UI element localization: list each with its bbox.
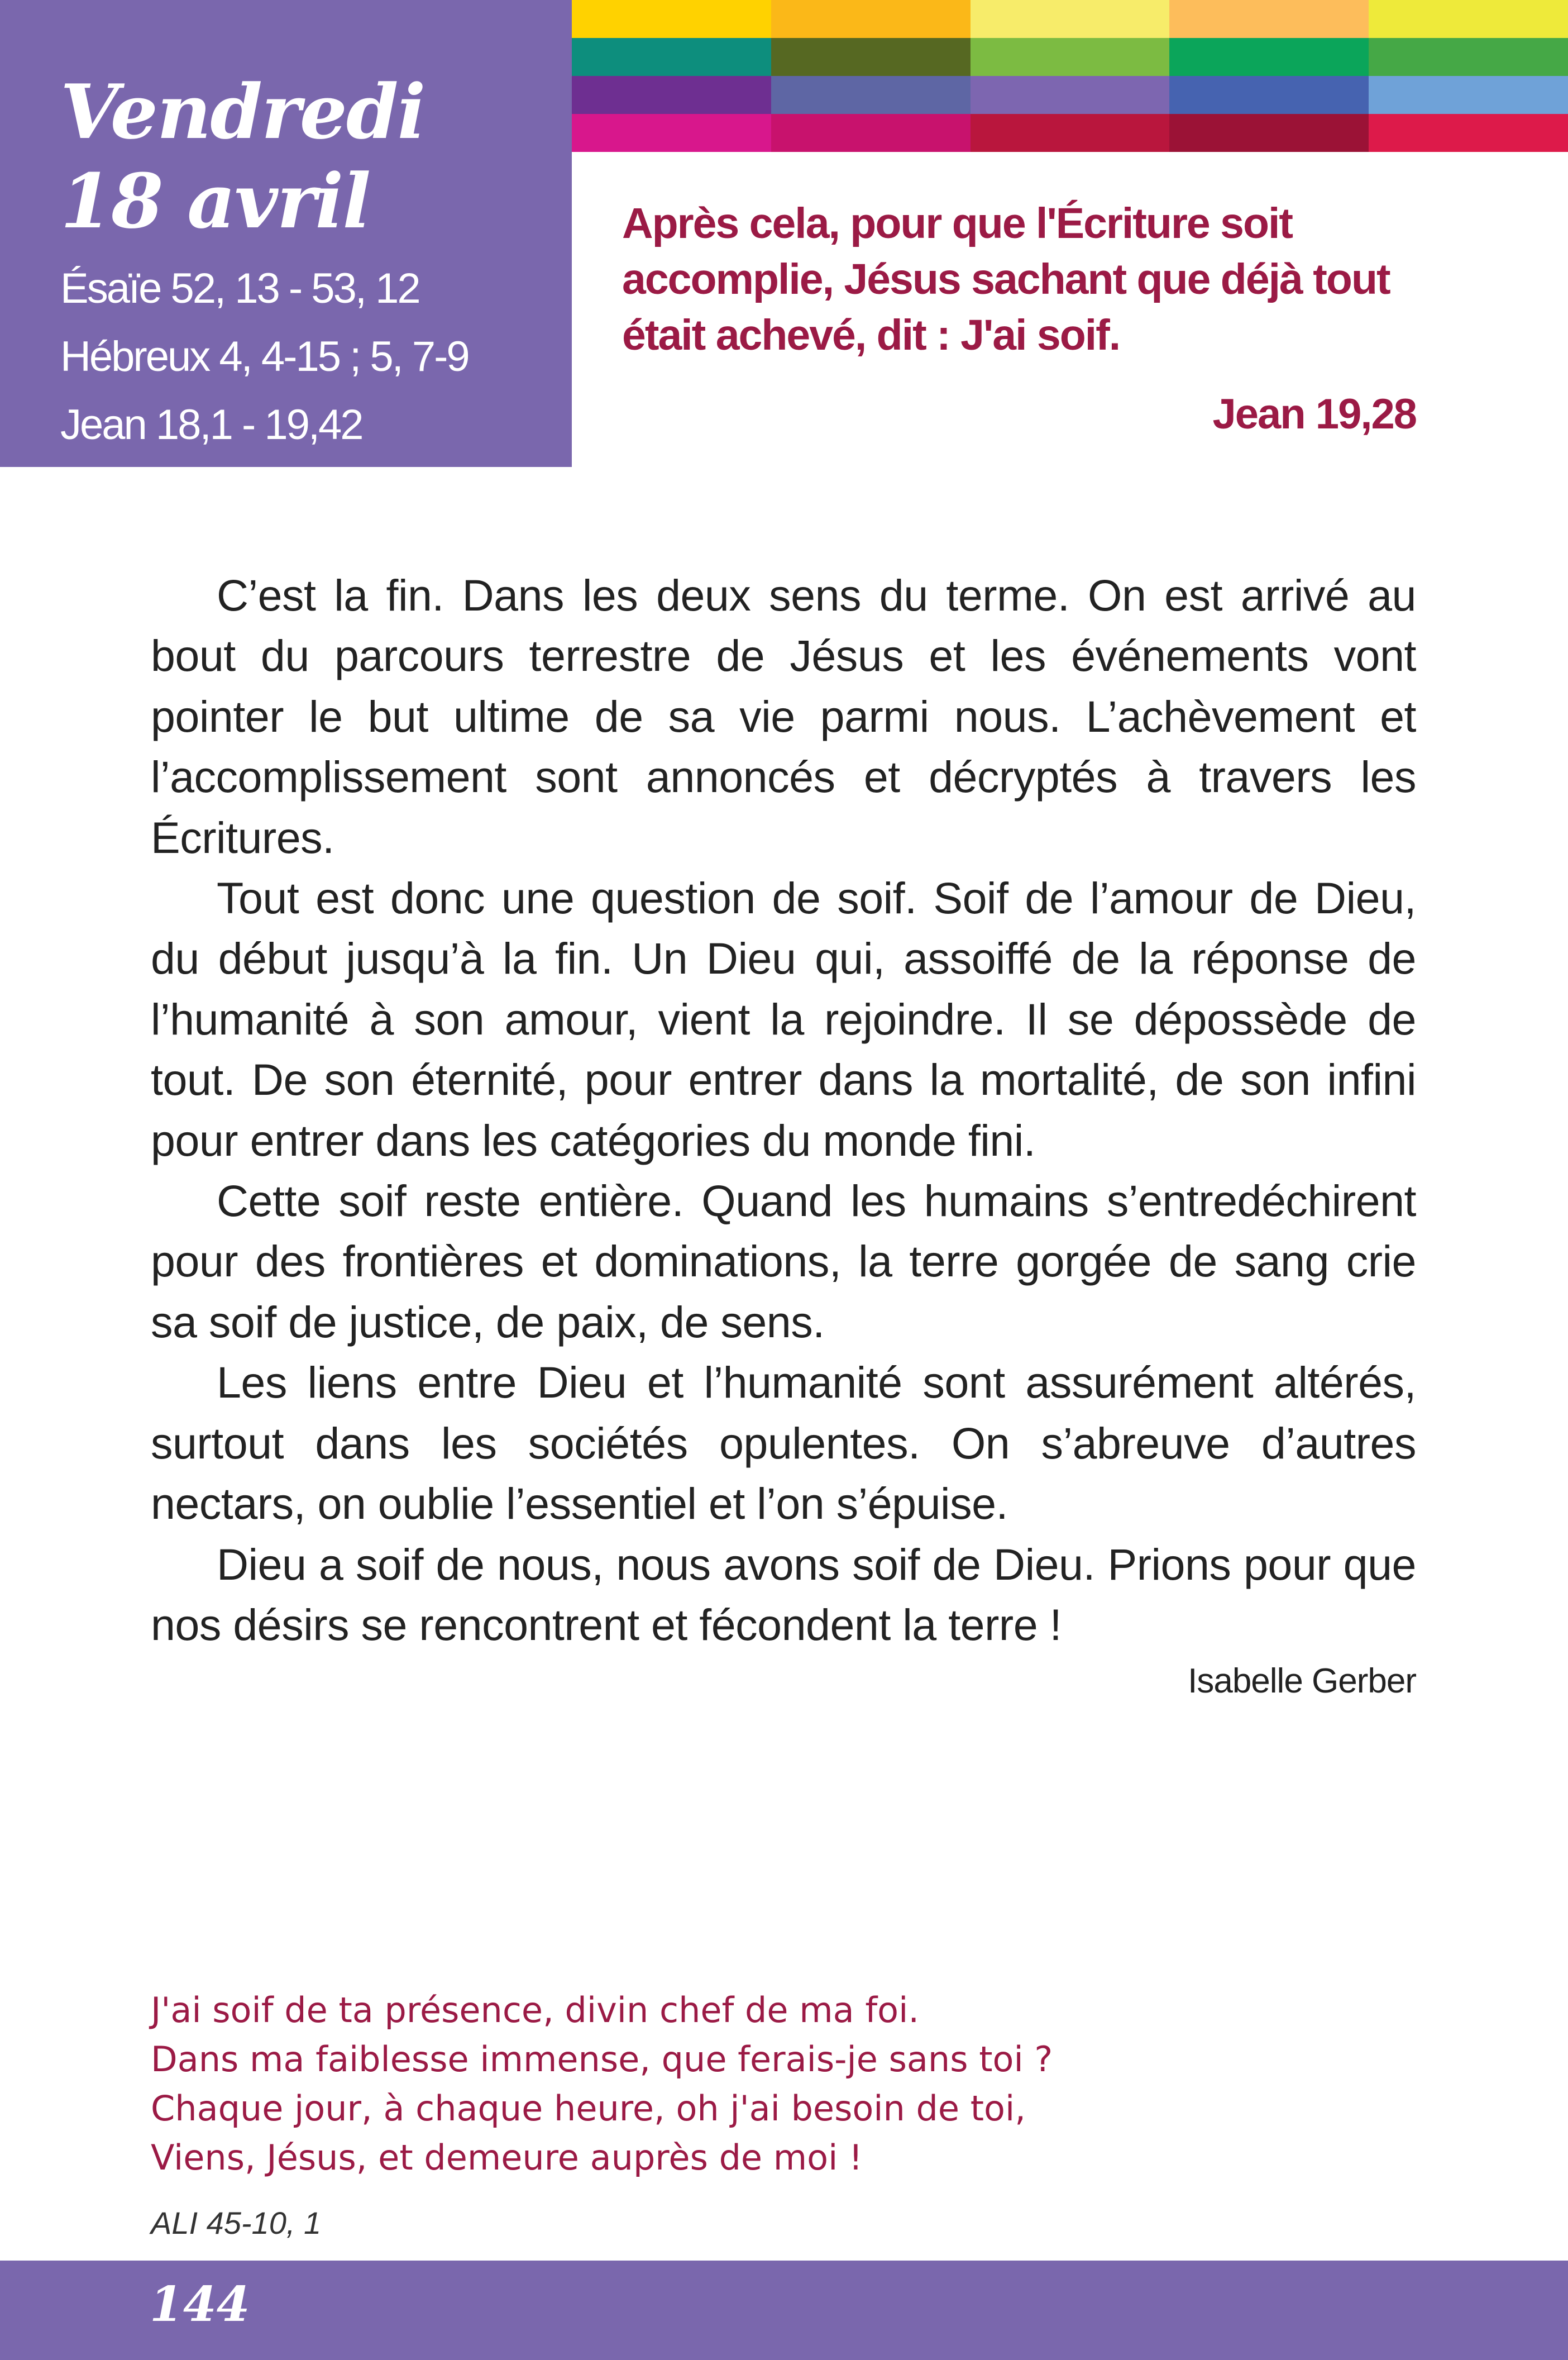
date-label: 18 avril [60, 157, 370, 245]
color-bar-cell [771, 0, 971, 38]
color-bar-cell [1369, 114, 1568, 152]
color-bar-cell [572, 114, 771, 152]
color-bar-cell [771, 76, 971, 114]
color-bar-row [572, 38, 1568, 76]
color-bar-cell [1369, 0, 1568, 38]
color-bar-cell [971, 76, 1170, 114]
hymn-line: J'ai soif de ta présence, divin chef de ma foi. [151, 1990, 920, 2030]
reading-reference-1: Ésaïe 52, 13 - 53, 12 [60, 265, 419, 312]
color-bar-row [572, 114, 1568, 152]
decorative-color-bars [572, 0, 1568, 152]
paragraph: Dieu a soif de nous, nous avons soif de Dieu. Prions pour que nos désirs se rencontrent et fécondent la terre ! [151, 1539, 1416, 1649]
hymn-line: Chaque jour, à chaque heure, oh j'ai besoin de toi, [151, 2088, 1026, 2129]
color-bar-cell [1169, 0, 1369, 38]
color-bar-cell [1169, 114, 1369, 152]
paragraph: Les liens entre Dieu et l’humanité sont assurément altérés, surtout dans les sociétés opulentes. On s’abreuve d’autres nectars, on oublie l’essentiel et l’on s’épuise. [151, 1357, 1416, 1529]
reading-references [60, 255, 572, 459]
color-bar-row [572, 0, 1568, 38]
hymn-stanza [151, 1986, 1435, 2182]
reading-reference-2: Hébreux 4, 4-15 ; 5, 7-9 [60, 333, 469, 380]
color-bar-cell [1169, 38, 1369, 76]
color-bar-cell [971, 114, 1170, 152]
color-bar-cell [572, 38, 771, 76]
color-bar-cell [971, 0, 1170, 38]
color-bar-cell [1369, 38, 1568, 76]
color-bar-cell [971, 38, 1170, 76]
verse-reference: Jean 19,28 [1212, 390, 1416, 438]
paragraph: C’est la fin. Dans les deux sens du terme. On est arrivé au bout du parcours terrestre de Jésus et les événements vont pointer le but ultime de sa vie parmi nous. L’achèvement et l’accomplissement sont annoncés et décryptés à travers les Écritures. [151, 570, 1416, 862]
paragraph: Cette soif reste entière. Quand les humains s’entredéchirent pour des frontières et dominations, la terre gorgée de sang crie sa soif de justice, de paix, de sens. [151, 1176, 1416, 1347]
color-bar-cell [1369, 76, 1568, 114]
color-bar-cell [771, 38, 971, 76]
hymn-reference: ALI 45-10, 1 [151, 2205, 322, 2240]
color-bar-cell [572, 76, 771, 114]
day-name: Vendredi [60, 68, 425, 156]
meditation-text [151, 565, 1416, 1655]
page-footer [0, 2261, 1568, 2360]
color-bar-row [572, 76, 1568, 114]
page-number: 144 [150, 2276, 250, 2333]
paragraph: Tout est donc une question de soif. Soif de l’amour de Dieu, du début jusqu’à la fin. Un Dieu qui, assoiffé de la réponse de l’humanité à son amour, vient la rejoindre. Il se dépossède de tout. De son éternité, pour entrer dans la mortalité, de son infini pour entrer dans les catégories du monde fini. [151, 873, 1416, 1165]
author-name: Isabelle Gerber [1188, 1662, 1416, 1700]
color-bar-cell [572, 0, 771, 38]
verse-of-the-day: Après cela, pour que l'Écriture soit accomplie, Jésus sachant que déjà tout était achevé, dit : J'ai soif. [622, 199, 1390, 359]
reading-reference-3: Jean 18,1 - 19,42 [60, 401, 362, 449]
date-header [0, 0, 572, 467]
hymn-line: Viens, Jésus, et demeure auprès de moi ! [151, 2137, 863, 2178]
color-bar-cell [1169, 76, 1369, 114]
color-bar-cell [771, 114, 971, 152]
hymn-line: Dans ma faiblesse immense, que ferais-je sans toi ? [151, 2039, 1053, 2080]
